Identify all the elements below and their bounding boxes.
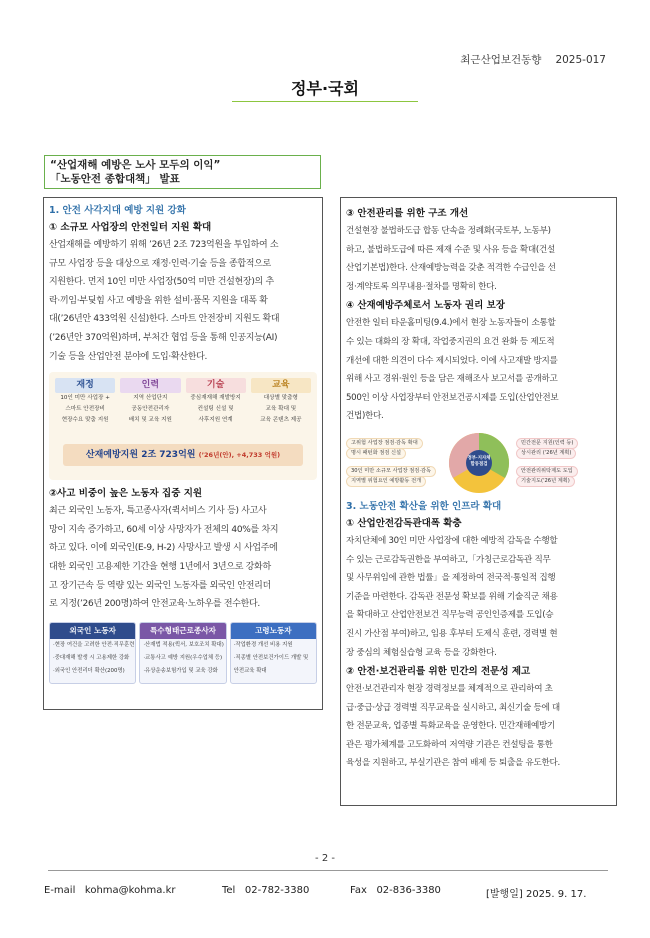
section-divider	[232, 101, 418, 102]
text-line: 육성을 지원하고, 부실기관은 참여 배제 등 퇴출을 유도한다.	[346, 758, 560, 769]
col-head: 기술	[186, 378, 246, 393]
text-line: 기준을 마련한다. 감독관 전문성 확보를 위해 기술직군 채용	[346, 591, 558, 602]
group-item: 안전교육 확대	[233, 667, 267, 674]
footer-divider	[48, 870, 608, 871]
header-info	[460, 52, 606, 67]
text-line: 망이 지속 증가하고, 60세 이상 사망자가 전체의 40%를 차지	[49, 524, 279, 535]
text-line: 규모 사업장 등을 대상으로 재정·인력·기술 등을 종합적으로	[49, 258, 271, 269]
text-line: 장 중심의 체험실습형 교육 등을 강화한다.	[346, 647, 497, 658]
group-foreign-workers	[49, 622, 136, 684]
group-item: ·직종별 안전보건가이드 개발 및	[233, 654, 309, 661]
issue-number: 2025-017	[555, 54, 606, 66]
text-line: (’26년안 370억원)하며, 부처간 협업 등을 통해 인공지능(AI)	[49, 332, 278, 343]
group-head: 고령노동자	[231, 623, 316, 639]
subheading-4: ④ 산재예방주체로서 노동자 권리 보장	[346, 300, 505, 312]
group-item: ·현장 여건을 고려한 안전·직무훈련	[53, 641, 135, 648]
col-item: 스마트 안전장비	[65, 406, 105, 413]
subheading-3: ③ 안전관리를 위한 구조 개선	[346, 208, 469, 219]
group-item: ·교통사고 예방 지원(우수업체 등)	[143, 654, 223, 661]
text-line: 산업기본법)한다. 산재예방능력을 갖춘 적격한 수급인을 선	[346, 263, 556, 274]
paragraph-5	[346, 532, 611, 662]
group-special-employment	[139, 622, 226, 684]
subheading-1: ① 소규모 사업장의 안전일터 지원 확대	[49, 222, 212, 233]
worker-groups-infographic	[49, 622, 317, 684]
paragraph-2	[49, 502, 317, 614]
infographic-col-finance	[55, 378, 115, 426]
text-line: 및 사무위임에 관한 법률」을 제정하여 전국적·통일적 집행	[346, 573, 556, 584]
text-line: 정·계약토록 의무내용·절차를 명확히 한다.	[346, 281, 497, 292]
inspection-label: 상시관리 ('26년 계획)	[516, 448, 576, 459]
text-line: 산업재해를 예방하기 위해 ’26년 2조 723억원을 투입하여 소	[49, 240, 279, 250]
article-title-line1: “산업재해 예방은 노사 모두의 이익”	[50, 159, 221, 171]
col-item: 중심재재해 재발방지	[190, 395, 241, 402]
text-line: 한 전문교육, 업종별 특화교육을 운영한다. 민간재해예방기	[346, 721, 556, 732]
section-title: 정부·국회	[291, 79, 359, 98]
col-item: 공동안전관리자	[131, 406, 170, 413]
text-line: 위해 사고 경위·원인 등을 담은 재해조사 보고서를 공개하고	[346, 374, 558, 385]
issue-date: [발행일] 2025. 9. 17.	[486, 889, 587, 900]
paragraph-1	[49, 236, 317, 366]
text-line: 수 있는 근로감독권한을 부여하고,「가칭근로감독관 직무	[346, 554, 551, 565]
col-head: 교육	[251, 378, 311, 393]
footer-email	[44, 885, 176, 896]
text-line: 안전·보건관리자 현장 경력정보를 체계적으로 관리하여 초	[346, 684, 553, 695]
support-infographic	[49, 372, 317, 480]
group-elderly-workers	[230, 622, 317, 684]
tel-label: Tel	[222, 885, 236, 896]
subheading-5: ① 산업안전감독관대폭 확충	[346, 517, 462, 529]
heading-1: 1. 안전 사각지대 예방 지원 강화	[49, 205, 186, 216]
infographic-col-technology	[186, 378, 246, 426]
text-line: 급·중급·상급 경력별 직무교육을 실시하고, 최신기술 등에 대	[346, 702, 560, 713]
support-total-note: (’26년(안), +4,733 억원)	[198, 451, 281, 460]
text-line: 개선에 대한 의견이 다수 제시되었다. 이에 사고재발 방지를	[346, 355, 558, 366]
text-line: 최근 외국인 노동자, 특고종사자(퀵서비스 기사 등) 사고사	[49, 506, 267, 517]
text-line: 자치단체에 30인 미만 사업장에 대한 예방적 감독을 수행할	[346, 535, 558, 546]
col-item: 10인 미만 사업장 +	[60, 395, 110, 402]
group-item: ·중대재해 발생 시 고용제한 강화	[53, 654, 130, 661]
col-item: 교육 콘텐츠 제공	[260, 417, 302, 424]
text-line: 500인 이상 사업장부터 안전보건공시제를 도입(산업안전보	[346, 392, 559, 403]
footer-fax	[350, 885, 441, 896]
col-item: 현장수요 맞춤 지원	[61, 417, 109, 424]
inspection-infographic	[346, 432, 612, 494]
inspection-label: 민간전문 지원(인력 등)	[516, 438, 578, 449]
right-column	[340, 197, 617, 806]
email-label: E-mail	[44, 885, 76, 896]
group-item: ·작업환경 개선 비용 지원	[233, 641, 293, 648]
col-item: 교육 확대 및	[265, 406, 297, 413]
text-line: 진시 가산점 부여)하고, 임용 후부터 도제식 훈련, 경력별 현	[346, 628, 558, 639]
text-line: 수 있는 대화의 장 확대, 작업중지권의 요건 완화 등 제도적	[346, 336, 555, 347]
subheading-6: ② 안전·보건관리를 위한 민간의 전문성 제고	[346, 666, 531, 678]
paragraph-6	[346, 680, 611, 773]
group-item: ·외국인 안전리더 확산(200명)	[53, 667, 125, 674]
text-line: 하고 있다. 이에 외국인(E-9, H-2) 사망사고 발생 시 사업주에	[49, 543, 278, 554]
article-title-box	[44, 155, 321, 189]
text-line: 로 지정(’26년 200명)하여 안전교육·노하우를 전수한다.	[49, 599, 260, 610]
footer-tel	[222, 885, 309, 896]
email-link[interactable]: kohma@kohma.kr	[84, 885, 176, 896]
support-total-banner	[63, 444, 303, 466]
text-line: 대(’26년안 433억원 신설)한다. 스마트 안전장비 지원도 확대	[49, 314, 280, 325]
subheading-2: ②사고 비중이 높은 노동자 집중 지원	[49, 488, 203, 500]
publication-name: 최근산업보건동향	[460, 54, 542, 66]
col-head: 재정	[55, 378, 115, 393]
inspection-label: 지역별 위험요인 예방활동 전개	[346, 476, 426, 487]
inspection-label: 명시 패턴화 점검 신설	[346, 448, 406, 459]
infographic-col-personnel	[120, 378, 180, 426]
text-line: 락·끼임·부딪힘 사고 예방을 위한 설비·품목 지원을 대폭 확	[49, 295, 268, 306]
col-item: 대상별 맞춤형	[263, 395, 298, 402]
col-item: 컨설팅 신설 및	[197, 406, 234, 413]
text-line: 지원한다. 먼저 10인 미만 사업장(50억 미만 건설현장)의 추	[49, 277, 274, 288]
group-head: 특수형태근로종사자	[140, 623, 225, 639]
col-item: 사후지원 연계	[198, 417, 233, 424]
tel-number: 02-782-3380	[244, 885, 310, 896]
inspection-label: 고위험 사업장 점검·감독 확대	[346, 438, 423, 449]
text-line: 건법)한다.	[346, 411, 384, 422]
inspection-label: 30인 미만 소규모 사업장 점검·감독	[346, 466, 436, 477]
infographic-col-education	[251, 378, 311, 426]
group-head: 외국인 노동자	[50, 623, 135, 639]
support-total: 산재예방지원 2조 723억원	[85, 450, 196, 461]
col-item: 배치 및 교육 지원	[128, 417, 172, 424]
text-line: 관은 평가체계를 고도화하여 저역량 기관은 컨설팅을 통한	[346, 739, 553, 750]
text-line: 안전한 일터 타운홀미팅(9.4.)에서 현장 노동자들이 소통할	[346, 318, 556, 329]
text-line: 하고, 불법하도급에 따른 제재 수준 및 사유 등을 확대(건설	[346, 244, 555, 255]
text-line: 을 확대하고 산업안전보건 직무능력 공인인증제를 도입(승	[346, 610, 554, 621]
article-title-line2: 「노동안전 종합대책」 발표	[50, 173, 180, 185]
paragraph-3	[346, 222, 611, 296]
group-item: ·유상운송보험가입 및 교육 강화	[143, 667, 218, 674]
text-line: 대한 외국인 고용제한 기간을 현행 1년에서 3년으로 강화하	[49, 561, 271, 572]
col-item: 지역 산업단지	[133, 395, 168, 402]
col-head: 인력	[120, 378, 180, 393]
inspection-label: 안전관리위탁제도 도입	[516, 466, 578, 477]
group-item: ·산재법 적용(퀵서, 보호조치 확대)	[143, 641, 224, 648]
fax-label: Fax	[350, 885, 367, 896]
paragraph-4	[346, 314, 611, 426]
left-column	[43, 197, 323, 710]
inspection-center-label: 정부·지자체 합동점검	[467, 455, 491, 467]
fax-number: 02-836-3380	[376, 885, 441, 896]
inspection-label: 기술지도('26년 계획)	[516, 476, 575, 487]
text-line: 기술 등을 산업안전 분야에 도입·확산한다.	[49, 351, 208, 362]
text-line: 건설현장 불법하도급 합동 단속을 정례화(국토부, 노동부)	[346, 226, 551, 236]
heading-3: 3. 노동안전 확산을 위한 인프라 확대	[346, 500, 502, 512]
text-line: 고 장기근속 등 역량 있는 외국인 노동자를 외국인 안전리더	[49, 580, 271, 591]
page-number: - 2 -	[315, 853, 335, 864]
